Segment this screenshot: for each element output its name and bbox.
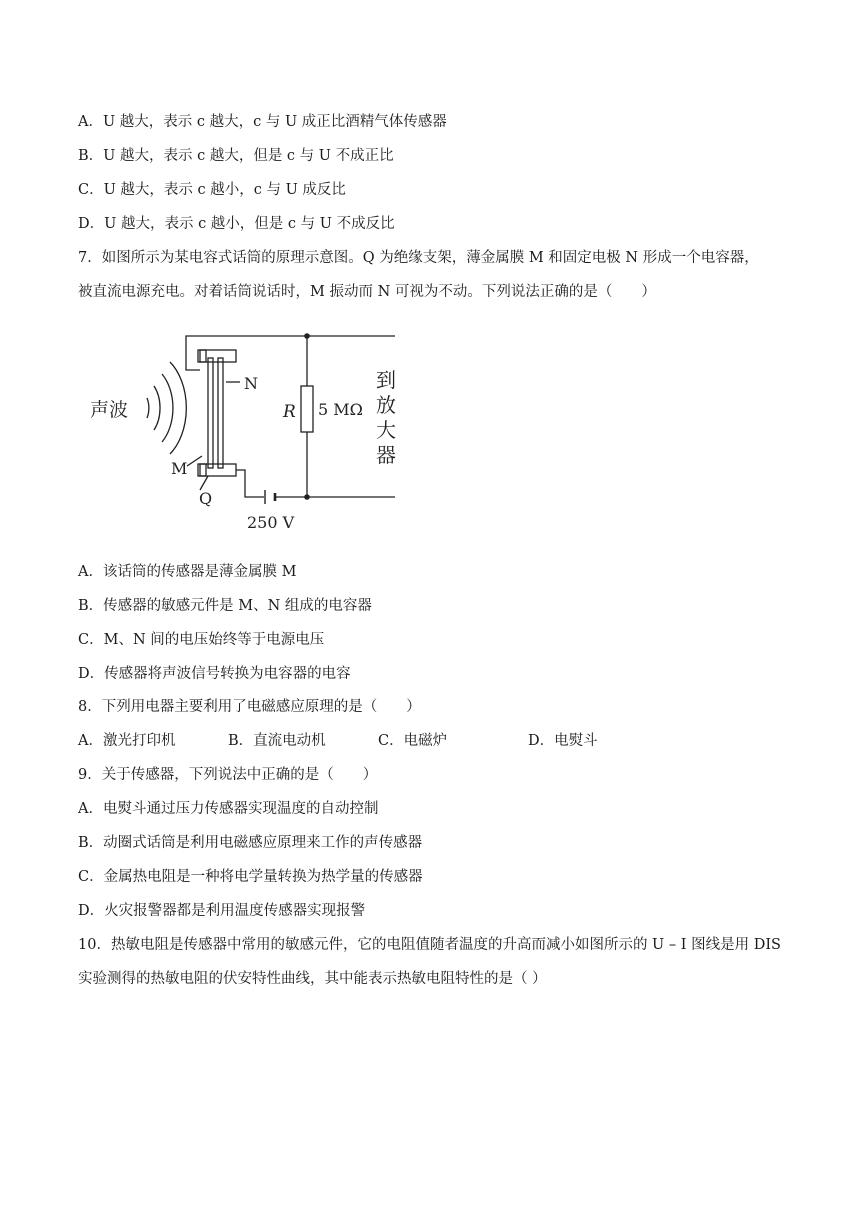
resistance-value: 5 MΩ (318, 400, 363, 419)
junction-dot (304, 333, 310, 339)
label-m: M (171, 459, 188, 478)
q8-option-d: D．电熨斗 (528, 733, 598, 749)
label-q: Q (199, 489, 213, 508)
voltage-label: 250 V (247, 513, 295, 532)
sound-wave-arc (147, 398, 149, 418)
label-r: R (283, 402, 296, 422)
wire-bottom (236, 470, 264, 497)
q7-option-c: C．M、N 间的电压始终等于电源电压 (78, 632, 325, 648)
sound-wave-arc (154, 386, 160, 430)
capacitor-microphone-circuit-diagram (0, 0, 860, 560)
q8-option-b: B．直流电动机 (228, 733, 326, 749)
q9-option-b: B．动圈式话筒是利用电磁感应原理来工作的声传感器 (78, 835, 423, 851)
sound-wave-arc (162, 374, 173, 442)
q6-option-d: D．U 越大，表示 c 越小，但是 c 与 U 不成反比 (78, 216, 395, 232)
q8-option-a: A．激光打印机 (78, 733, 176, 749)
q7-option-a: A．该话筒的传感器是薄金属膜 M (78, 564, 297, 580)
q8-option-c: C．电磁炉 (378, 733, 448, 749)
amplifier-label-char4: 器 (376, 443, 396, 467)
label-n: N (244, 374, 258, 393)
q8-stem: 8．下列用电器主要利用了电磁感应原理的是（ ） (78, 699, 421, 715)
junction-dot (304, 494, 310, 500)
q9-option-a: A．电熨斗通过压力传感器实现温度的自动控制 (78, 801, 379, 817)
sound-wave-label: 声波 (90, 399, 129, 421)
amplifier-label-char1: 到 (376, 368, 396, 392)
q7-stem-line1: 7．如图所示为某电容式话筒的原理示意图。Q 为绝缘支架，薄金属膜 M 和固定电极 N 形成一个电容器， (78, 250, 759, 266)
q10-stem-line2: 实验测得的热敏电阻的伏安特性曲线，其中能表示热敏电阻特性的是（ ） (78, 971, 547, 987)
amplifier-label-char3: 大 (376, 418, 396, 442)
q7-option-d: D．传感器将声波信号转换为电容器的电容 (78, 666, 351, 682)
amplifier-label-char2: 放 (376, 393, 396, 417)
q7-stem-line2: 被直流电源充电。对着话筒说话时，M 振动而 N 可视为不动。下列说法正确的是（ ） (78, 284, 656, 300)
q9-option-c: C．金属热电阻是一种将电学量转换为热学量的传感器 (78, 869, 423, 885)
q9-stem: 9．关于传感器，下列说法中正确的是（ ） (78, 767, 378, 783)
q6-option-c: C．U 越大，表示 c 越小，c 与 U 成反比 (78, 182, 346, 198)
q6-option-a: A．U 越大，表示 c 越大，c 与 U 成正比酒精气体传感器 (78, 114, 447, 130)
membrane-m (208, 358, 213, 468)
resistor-r (301, 386, 313, 432)
q7-option-b: B．传感器的敏感元件是 M、N 组成的电容器 (78, 598, 372, 614)
q9-option-d: D．火灾报警器都是利用温度传感器实现报警 (78, 903, 366, 919)
q6-option-b: B．U 越大，表示 c 越大，但是 c 与 U 不成正比 (78, 148, 394, 164)
electrode-n (218, 358, 223, 468)
q10-stem-line1: 10．热敏电阻是传感器中常用的敏感元件，它的电阻值随者温度的升高而减小如图所示的 U – I 图线是用 DIS (78, 937, 781, 953)
